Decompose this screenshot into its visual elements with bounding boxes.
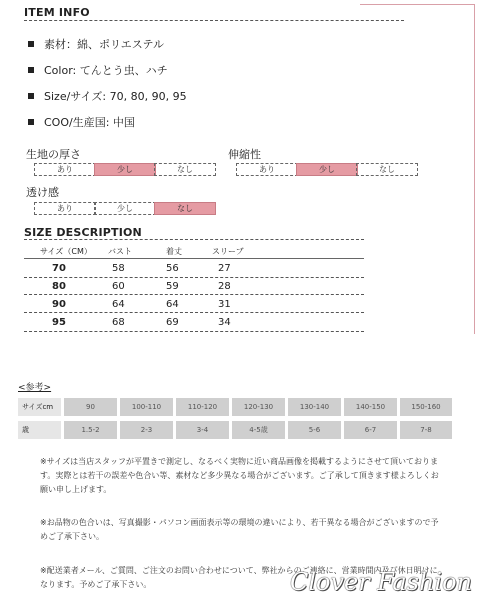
bullet-icon [28, 41, 34, 47]
ref-age-cell: 6-7 [344, 421, 400, 439]
size-header-length: 着丈 [166, 247, 182, 256]
spec-coo [28, 114, 135, 130]
size-desc-divider [24, 239, 364, 240]
ref-size-cell: 100-110 [120, 398, 176, 416]
size-cell: 70 [52, 263, 66, 274]
ref-age-cell: 5-6 [288, 421, 344, 439]
bust-cell: 58 [112, 263, 125, 274]
size-cell: 80 [52, 281, 66, 292]
size-header-size: サイズ（CM） [40, 247, 92, 256]
bullet-icon [28, 67, 34, 73]
sheer-option-nashi: なし [154, 202, 216, 215]
ref-age-cell: 7-8 [400, 421, 452, 439]
row-divider [24, 277, 364, 278]
item-info-title: ITEM INFO [24, 6, 90, 19]
ref-size-cell: 140-150 [344, 398, 400, 416]
brand-watermark: Clover Fashion [289, 568, 472, 596]
spec-text: COO/生産国: 中国 [44, 116, 135, 129]
size-header-rule [24, 258, 364, 259]
ref-age-cell: 3-4 [176, 421, 232, 439]
bullet-icon [28, 93, 34, 99]
size-header-sleeve: スリーブ [212, 247, 244, 256]
stretch-label: 伸縮性 [228, 148, 261, 161]
size-cell: 95 [52, 317, 66, 328]
row-divider [24, 294, 364, 295]
item-info-divider [24, 20, 404, 21]
size-header-bust: バスト [108, 247, 132, 256]
note-measurement: ※サイズは当店スタッフが平置きで測定し、なるべく実物に近い商品画像を掲載するようにさせて頂いております。実際とは若干の誤差や色合い等、素材など多少異なる場合がございます。ご了承して頂きます様よろしくお願い申し上げます。 [40, 457, 439, 494]
spec-color [28, 62, 168, 78]
stretch-option-ari: あり [236, 163, 298, 176]
spec-material [28, 36, 164, 52]
row-divider [24, 331, 364, 332]
length-cell: 64 [166, 299, 179, 310]
decorative-frame-top [360, 4, 474, 5]
ref-size-cell: 90 [64, 398, 120, 416]
thickness-label: 生地の厚さ [26, 148, 81, 161]
decorative-frame-right [474, 4, 475, 334]
row-divider [24, 312, 364, 313]
ref-size-header: サイズcm [18, 398, 64, 416]
bullet-icon [28, 119, 34, 125]
size-cell: 90 [52, 299, 66, 310]
thickness-option-sukoshi: 少し [94, 163, 156, 176]
stretch-option-sukoshi: 少し [296, 163, 358, 176]
thickness-option-nashi: なし [154, 163, 216, 176]
bust-cell: 64 [112, 299, 125, 310]
length-cell: 59 [166, 281, 179, 292]
ref-size-cell: 120-130 [232, 398, 288, 416]
reference-age-row [18, 421, 452, 439]
length-cell: 56 [166, 263, 179, 274]
length-cell: 69 [166, 317, 179, 328]
spec-text: Size/サイズ: 70, 80, 90, 95 [44, 90, 187, 103]
spec-size [28, 88, 187, 104]
ref-age-header: 歳 [18, 421, 64, 439]
note-color: ※お品物の色合いは、写真撮影・パソコン画面表示等の環境の違いにより、若干異なる場合がございますので予めご了承下さい。 [40, 518, 439, 541]
reference-title: <参考> [18, 383, 52, 393]
ref-age-cell: 4-5歳 [232, 421, 288, 439]
note-contact: ※配送業者メール、ご質問、ご注文のお問い合わせについて、弊社からのご連絡に、営業時間内及び休日明けになります。予めご了承下さい。 [40, 566, 438, 589]
spec-text: Color: てんとう虫、ハチ [44, 64, 168, 77]
size-description-title: SIZE DESCRIPTION [24, 226, 142, 239]
thickness-option-ari: あり [34, 163, 96, 176]
bust-cell: 60 [112, 281, 125, 292]
sleeve-cell: 28 [218, 281, 231, 292]
sheer-option-ari: あり [34, 202, 96, 215]
bust-cell: 68 [112, 317, 125, 328]
stretch-option-nashi: なし [356, 163, 418, 176]
sheer-label: 透け感 [26, 186, 59, 199]
reference-size-row [18, 398, 452, 416]
ref-age-cell: 2-3 [120, 421, 176, 439]
ref-size-cell: 110-120 [176, 398, 232, 416]
sleeve-cell: 31 [218, 299, 231, 310]
sleeve-cell: 34 [218, 317, 231, 328]
sleeve-cell: 27 [218, 263, 231, 274]
sheer-option-sukoshi: 少し [94, 202, 156, 215]
spec-text: 素材：綿、ポリエステル [44, 38, 165, 51]
ref-age-cell: 1.5-2 [64, 421, 120, 439]
ref-size-cell: 150-160 [400, 398, 452, 416]
ref-size-cell: 130-140 [288, 398, 344, 416]
